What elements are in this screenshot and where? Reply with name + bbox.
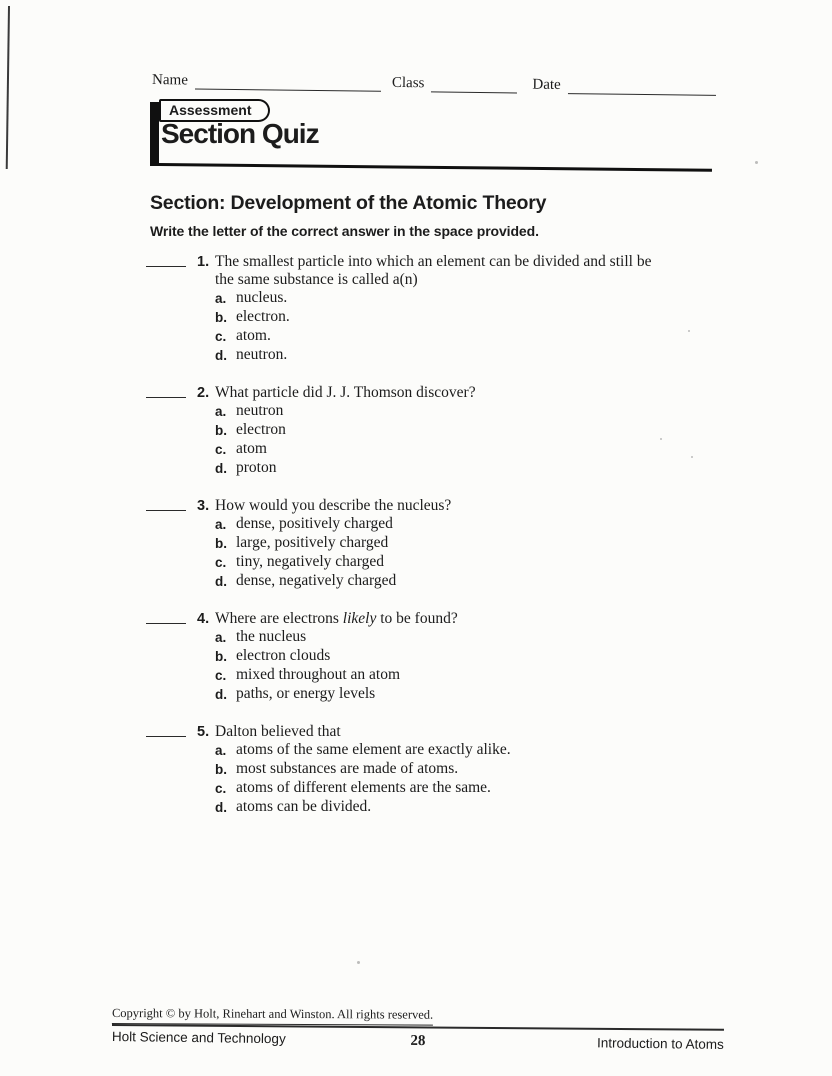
question-stem [215, 610, 720, 628]
option-text: dense, negatively charged [236, 572, 397, 589]
class-blank[interactable] [431, 77, 517, 93]
option-letter: a. [215, 291, 227, 306]
option-text: atom. [236, 327, 271, 344]
option-d [215, 459, 720, 478]
question-number: 4. [197, 611, 210, 627]
option-letter: c. [215, 668, 227, 683]
question-body [215, 610, 720, 704]
option-a [215, 628, 720, 647]
question-2 [146, 384, 732, 478]
name-label: Name [152, 72, 189, 89]
question-stem: Dalton believed that [215, 723, 341, 740]
stem-italic: likely [342, 610, 377, 627]
question-body [215, 384, 720, 478]
question-number: 1. [197, 254, 210, 270]
option-text: proton [236, 459, 277, 476]
stem-text: to be found? [376, 610, 458, 627]
option-c [215, 440, 720, 459]
option-letter: b. [215, 649, 227, 664]
option-letter: b. [215, 310, 227, 325]
option-a [215, 289, 720, 308]
option-text: atoms can be divided. [236, 798, 372, 815]
scan-speck [357, 961, 360, 964]
option-text: the nucleus [236, 628, 307, 645]
footer-row [112, 1029, 724, 1054]
option-text: neutron [236, 402, 284, 419]
question-body [215, 723, 720, 817]
answer-blank-1[interactable] [146, 253, 186, 267]
option-text: nucleus. [236, 289, 288, 306]
option-text: atom [236, 440, 267, 457]
option-text: electron. [236, 308, 290, 325]
option-c [215, 553, 720, 572]
answer-blank-4[interactable] [146, 610, 186, 624]
option-c [215, 666, 720, 685]
option-c [215, 779, 720, 798]
question-stem: How would you describe the nucleus? [215, 497, 452, 514]
date-label: Date [532, 76, 561, 93]
question-number: 3. [197, 498, 210, 514]
option-text: atoms of the same element are exactly alike. [236, 741, 511, 758]
question-list [146, 253, 732, 836]
option-text: tiny, negatively charged [236, 553, 385, 570]
option-letter: c. [215, 442, 227, 457]
stem-line: the same substance is called a(n) [215, 271, 418, 288]
question-5 [146, 723, 732, 817]
copyright-text: Copyright © by Holt, Rinehart and Winston. All rights reserved. [112, 1006, 433, 1026]
answer-blank-5[interactable] [146, 723, 186, 737]
stem-line: The smallest particle into which an element can be divided and still be [215, 253, 652, 270]
question-3 [146, 497, 732, 591]
option-text: dense, positively charged [236, 515, 393, 532]
option-letter: c. [215, 555, 227, 570]
option-text: electron [236, 421, 286, 438]
instructions: Write the letter of the correct answer in the space provided. [150, 223, 539, 239]
option-text: paths, or energy levels [236, 685, 376, 702]
option-b [215, 308, 720, 327]
assessment-badge: Assessment [159, 99, 270, 122]
option-letter: d. [215, 461, 227, 476]
question-body [215, 497, 720, 591]
option-letter: a. [215, 743, 227, 758]
answer-blank-3[interactable] [146, 497, 186, 511]
option-letter: b. [215, 423, 227, 438]
question-4 [146, 610, 732, 704]
option-a [215, 515, 720, 534]
option-d [215, 572, 720, 591]
option-text: most substances are made of atoms. [236, 760, 459, 777]
question-number: 2. [197, 385, 210, 401]
question-body [215, 253, 720, 365]
date-blank[interactable] [568, 79, 717, 96]
option-b [215, 760, 720, 779]
scan-speck [755, 161, 758, 164]
option-letter: b. [215, 762, 227, 777]
class-label: Class [391, 74, 425, 92]
option-text: atoms of different elements are the same. [236, 779, 491, 796]
scan-artifact-line [6, 6, 10, 169]
option-b [215, 647, 720, 666]
option-letter: a. [215, 404, 227, 419]
option-letter: a. [215, 517, 227, 532]
page-title: Section Quiz [161, 118, 319, 149]
footer-chapter-title: Introduction to Atoms [596, 1035, 724, 1053]
name-blank[interactable] [195, 75, 381, 92]
option-d [215, 685, 720, 704]
option-b [215, 421, 720, 440]
option-b [215, 534, 720, 553]
option-letter: c. [215, 329, 227, 344]
option-letter: c. [215, 781, 227, 796]
section-heading: Section: Development of the Atomic Theory [150, 192, 547, 214]
option-letter: b. [215, 536, 227, 551]
student-info-row [152, 72, 716, 96]
option-letter: d. [215, 687, 227, 702]
option-text: electron clouds [236, 647, 331, 664]
question-1 [146, 253, 732, 365]
option-text: neutron. [236, 346, 288, 363]
option-d [215, 346, 720, 365]
option-letter: d. [215, 800, 227, 815]
option-letter: d. [215, 348, 227, 363]
page-number: 28 [410, 1032, 426, 1050]
option-letter: d. [215, 574, 227, 589]
question-stem [215, 253, 720, 289]
option-text: large, positively charged [236, 534, 389, 551]
option-a [215, 402, 720, 421]
option-letter: a. [215, 630, 227, 645]
masthead-rule [159, 163, 712, 172]
copyright-notice [112, 1006, 433, 1026]
stem-text: Where are electrons [215, 610, 343, 627]
option-text: mixed throughout an atom [236, 666, 401, 683]
masthead [150, 99, 715, 177]
option-c [215, 327, 720, 346]
footer-program-title: Holt Science and Technology [111, 1029, 286, 1047]
question-stem: What particle did J. J. Thomson discover? [215, 384, 476, 401]
answer-blank-2[interactable] [146, 384, 186, 398]
masthead-bar [150, 102, 159, 166]
question-number: 5. [197, 724, 210, 740]
option-a [215, 741, 720, 760]
option-d [215, 798, 720, 817]
